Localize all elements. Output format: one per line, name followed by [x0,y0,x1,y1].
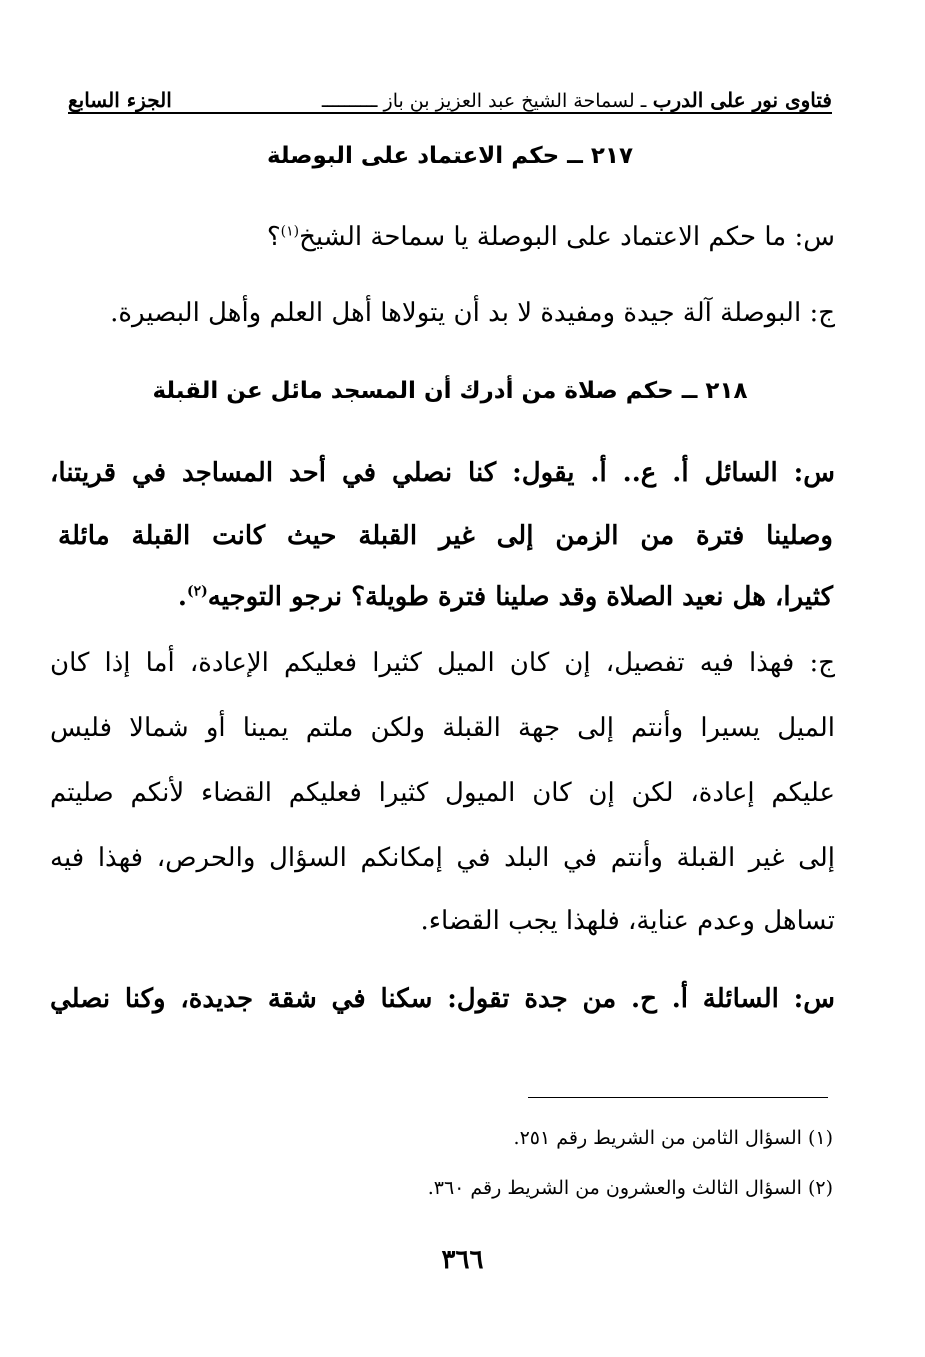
fatwa-218-answer-line-2: الميل يسيرا وأنتم إلى جهة القبلة ولكن ملتم يمينا أو شمالا فليس [50,713,835,743]
question-end: . [177,582,187,612]
fatwa-217-heading: ٢١٧ ــ حكم الاعتماد على البوصلة [266,143,634,169]
fatwa-217-question [267,222,835,252]
question-mark: ؟ [266,222,281,252]
volume-label: الجزء السابع [68,88,172,112]
author-name: ـ لسماحة الشيخ عبد العزيز بن باز ــــــــــ [321,90,647,112]
page-number: ٣٦٦ [441,1245,484,1275]
question-text: س: ما حكم الاعتماد على البوصلة يا سماحة الشيخ [299,222,835,252]
question-text: كثيرا، هل نعيد الصلاة وقد صلينا فترة طويلة؟ نرجو التوجيه [207,582,833,612]
next-question: س: السائلة أ. ح. من جدة تقول: سكنا في شقة جديدة، وكنا نصلي [50,984,835,1014]
fatwa-218-answer-line-5: تساهل وعدم عناية، فلهذا يجب القضاء. [420,906,835,936]
footnote-divider [528,1097,828,1098]
header-book-title [322,88,832,112]
book-title: فتاوى نور على الدرب [652,88,832,112]
running-header [68,78,832,114]
fatwa-218-question-line-2: وصلينا فترة من الزمن إلى غير القبلة حيث كانت القبلة مائلة [58,521,833,551]
footnote-2: (٢) السؤال الثالث والعشرون من الشريط رقم ٣٦٠. [427,1177,833,1199]
fatwa-217-answer: ج: البوصلة آلة جيدة ومفيدة لا بد أن يتولاها أهل العلم وأهل البصيرة. [110,298,835,328]
fatwa-218-answer-line-1: ج: فهذا فيه تفصيل، إن كان الميل كثيرا فعليكم الإعادة، أما إذا كان [50,648,835,678]
footnote-ref-1: (١) [280,223,300,240]
footnote-ref-2: (٢) [186,583,208,600]
fatwa-218-answer-line-3: عليكم إعادة، لكن إن كان الميول كثيرا فعليكم القضاء لأنكم صليتم [50,778,835,808]
footnote-1: (١) السؤال الثامن من الشريط رقم ٢٥١. [513,1127,833,1149]
fatwa-218-question-line-1: س: السائل أ. ع.. أ. يقول: كنا نصلي في أحد المساجد في قريتنا، [50,458,835,488]
fatwa-218-question-line-3 [178,582,833,612]
fatwa-218-answer-line-4: إلى غير القبلة وأنتم في البلد في إمكانكم السؤال والحرص، فهذا فيه [50,843,835,873]
fatwa-218-heading: ٢١٨ ــ حكم صلاة من أدرك أن المسجد مائل عن القبلة [152,378,748,404]
